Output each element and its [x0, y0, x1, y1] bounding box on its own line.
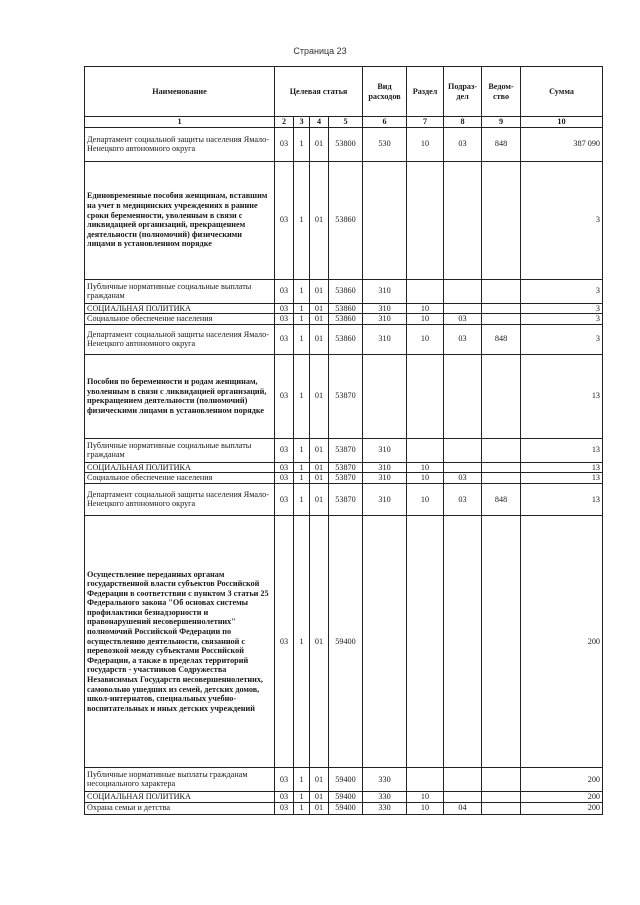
section-cell: 10	[407, 314, 444, 325]
department-cell	[482, 802, 521, 814]
department-cell	[482, 354, 521, 438]
target-article-cell: 59400	[329, 802, 363, 814]
row-name: Социальное обеспечение населения	[85, 473, 275, 484]
expense-type-cell: 310	[363, 473, 407, 484]
row-name: Пособия по беременности и родам женщинам, уволенным в связи с ликвидацией организаций, прекращением деятельности (полномочий) физическими лицами в установленном порядке	[85, 354, 275, 438]
expense-type-cell	[363, 354, 407, 438]
expense-type-cell	[363, 161, 407, 279]
column-index: 10	[521, 117, 603, 128]
department-cell	[482, 314, 521, 325]
section-cell: 10	[407, 791, 444, 802]
department-cell	[482, 303, 521, 314]
row-name: Социальное обеспечение населения	[85, 314, 275, 325]
expense-type-cell: 310	[363, 324, 407, 354]
row-name: Департамент социальной защиты населения Ямало-Ненецкого автономного округа	[85, 127, 275, 161]
code-cell: 01	[310, 515, 329, 767]
code-cell: 03	[275, 127, 294, 161]
column-index: 1	[85, 117, 275, 128]
target-article-cell: 53870	[329, 438, 363, 462]
row-name: Единовременные пособия женщинам, вставшим на учет в медицинских учреждениях в ранние сроки беременности, уволенным в связи с ликвидацией организаций, прекращением деятельности (полномочий) физическими лицами в установленном порядке	[85, 161, 275, 279]
row-name: СОЦИАЛЬНАЯ ПОЛИТИКА	[85, 462, 275, 473]
section-cell	[407, 354, 444, 438]
subsection-cell	[444, 462, 482, 473]
department-cell	[482, 515, 521, 767]
column-index: 5	[329, 117, 363, 128]
table-row	[85, 483, 603, 515]
header-section: Раздел	[407, 67, 444, 117]
expense-type-cell: 310	[363, 462, 407, 473]
code-cell: 01	[310, 791, 329, 802]
code-cell: 1	[294, 279, 310, 303]
code-cell: 01	[310, 802, 329, 814]
code-cell: 01	[310, 303, 329, 314]
section-cell: 10	[407, 127, 444, 161]
header-target-article: Целевая статья	[275, 67, 363, 117]
code-cell: 03	[275, 515, 294, 767]
code-cell: 03	[275, 483, 294, 515]
department-cell	[482, 767, 521, 791]
target-article-cell: 59400	[329, 515, 363, 767]
section-cell: 10	[407, 473, 444, 484]
sum-cell: 200	[521, 767, 603, 791]
sum-cell: 13	[521, 438, 603, 462]
table-row	[85, 303, 603, 314]
target-article-cell: 53870	[329, 462, 363, 473]
row-name: СОЦИАЛЬНАЯ ПОЛИТИКА	[85, 791, 275, 802]
sum-cell: 3	[521, 161, 603, 279]
subsection-cell: 03	[444, 473, 482, 484]
expense-type-cell: 330	[363, 802, 407, 814]
sum-cell: 200	[521, 515, 603, 767]
column-index: 7	[407, 117, 444, 128]
expense-type-cell: 330	[363, 767, 407, 791]
subsection-cell	[444, 279, 482, 303]
code-cell: 01	[310, 473, 329, 484]
code-cell: 1	[294, 515, 310, 767]
expense-type-cell: 310	[363, 438, 407, 462]
code-cell: 03	[275, 314, 294, 325]
page-number: Страница 23	[293, 46, 347, 56]
section-cell	[407, 161, 444, 279]
table-row	[85, 462, 603, 473]
table-row	[85, 473, 603, 484]
code-cell: 03	[275, 354, 294, 438]
sum-cell: 13	[521, 473, 603, 484]
section-cell	[407, 279, 444, 303]
expense-type-cell: 310	[363, 279, 407, 303]
table-row	[85, 767, 603, 791]
sum-cell: 3	[521, 279, 603, 303]
code-cell: 1	[294, 767, 310, 791]
table-row	[85, 127, 603, 161]
header-name: Наименование	[85, 67, 275, 117]
subsection-cell	[444, 438, 482, 462]
code-cell: 1	[294, 462, 310, 473]
target-article-cell: 53860	[329, 314, 363, 325]
sum-cell: 13	[521, 354, 603, 438]
row-name: Осуществление переданных органам государственной власти субъектов Российской Федерации в соответствии с пунктом 3 статьи 25 Федерального закона "Об основах системы профилактики безнадзорности и правонарушений несовершеннолетних" полномочий Российской Федерации по осуществлению деятельности, связанной с перевозкой между субъектами Российской Федерации, а также в пределах территорий государств - участников Содружества Независимых Государств несовершеннолетних, самовольно ушедших из семей, детских домов, школ-интернатов, специальных учебно-воспитательных и иных детских учреждений	[85, 515, 275, 767]
subsection-cell	[444, 303, 482, 314]
code-cell: 03	[275, 462, 294, 473]
row-name: СОЦИАЛЬНАЯ ПОЛИТИКА	[85, 303, 275, 314]
table-row	[85, 314, 603, 325]
sum-cell: 387 090	[521, 127, 603, 161]
column-index: 9	[482, 117, 521, 128]
code-cell: 1	[294, 473, 310, 484]
department-cell	[482, 279, 521, 303]
department-cell	[482, 161, 521, 279]
sum-cell: 200	[521, 802, 603, 814]
target-article-cell: 53860	[329, 303, 363, 314]
target-article-cell: 59400	[329, 791, 363, 802]
row-name: Департамент социальной защиты населения Ямало-Ненецкого автономного округа	[85, 483, 275, 515]
code-cell: 1	[294, 324, 310, 354]
header-row	[85, 67, 603, 117]
expense-type-cell: 310	[363, 314, 407, 325]
column-index: 3	[294, 117, 310, 128]
code-cell: 01	[310, 354, 329, 438]
code-cell: 1	[294, 314, 310, 325]
sum-cell: 3	[521, 324, 603, 354]
target-article-cell: 53870	[329, 354, 363, 438]
header-subsection: Подраз-дел	[444, 67, 482, 117]
code-cell: 1	[294, 161, 310, 279]
budget-table	[84, 66, 603, 815]
row-name: Публичные нормативные выплаты гражданам несоциального характера	[85, 767, 275, 791]
code-cell: 03	[275, 303, 294, 314]
sum-cell: 200	[521, 791, 603, 802]
subsection-cell: 03	[444, 324, 482, 354]
department-cell: 848	[482, 127, 521, 161]
subsection-cell	[444, 791, 482, 802]
expense-type-cell: 530	[363, 127, 407, 161]
code-cell: 1	[294, 791, 310, 802]
code-cell: 01	[310, 324, 329, 354]
code-cell: 01	[310, 161, 329, 279]
department-cell	[482, 462, 521, 473]
section-cell: 10	[407, 802, 444, 814]
code-cell: 03	[275, 279, 294, 303]
code-cell: 03	[275, 438, 294, 462]
subsection-cell	[444, 515, 482, 767]
code-cell: 01	[310, 127, 329, 161]
target-article-cell: 59400	[329, 767, 363, 791]
table-row	[85, 802, 603, 814]
code-cell: 03	[275, 791, 294, 802]
expense-type-cell: 310	[363, 303, 407, 314]
column-index: 6	[363, 117, 407, 128]
expense-type-cell	[363, 515, 407, 767]
table-row	[85, 354, 603, 438]
section-cell	[407, 515, 444, 767]
code-cell: 03	[275, 161, 294, 279]
code-cell: 1	[294, 483, 310, 515]
subsection-cell: 03	[444, 483, 482, 515]
target-article-cell: 53860	[329, 161, 363, 279]
target-article-cell: 53860	[329, 324, 363, 354]
row-name: Публичные нормативные социальные выплаты гражданам	[85, 279, 275, 303]
department-cell	[482, 791, 521, 802]
subsection-cell: 03	[444, 314, 482, 325]
section-cell	[407, 438, 444, 462]
section-cell: 10	[407, 303, 444, 314]
table-row	[85, 324, 603, 354]
code-cell: 1	[294, 438, 310, 462]
code-cell: 01	[310, 462, 329, 473]
table-row	[85, 161, 603, 279]
code-cell: 1	[294, 802, 310, 814]
code-cell: 01	[310, 438, 329, 462]
subsection-cell: 03	[444, 127, 482, 161]
code-cell: 01	[310, 767, 329, 791]
code-cell: 03	[275, 802, 294, 814]
department-cell: 848	[482, 324, 521, 354]
expense-type-cell: 330	[363, 791, 407, 802]
section-cell: 10	[407, 324, 444, 354]
code-cell: 03	[275, 473, 294, 484]
header-sum: Сумма	[521, 67, 603, 117]
row-name: Публичные нормативные социальные выплаты гражданам	[85, 438, 275, 462]
target-article-cell: 53870	[329, 473, 363, 484]
table-row	[85, 515, 603, 767]
table-row	[85, 791, 603, 802]
code-cell: 03	[275, 324, 294, 354]
sum-cell: 13	[521, 462, 603, 473]
row-name: Охрана семьи и детства	[85, 802, 275, 814]
subsection-cell: 04	[444, 802, 482, 814]
subsection-cell	[444, 767, 482, 791]
header-department: Ведом-ство	[482, 67, 521, 117]
column-index: 2	[275, 117, 294, 128]
column-index-row	[85, 117, 603, 128]
expense-type-cell: 310	[363, 483, 407, 515]
section-cell: 10	[407, 483, 444, 515]
code-cell: 1	[294, 354, 310, 438]
code-cell: 01	[310, 279, 329, 303]
code-cell: 1	[294, 127, 310, 161]
target-article-cell: 53800	[329, 127, 363, 161]
code-cell: 1	[294, 303, 310, 314]
sum-cell: 13	[521, 483, 603, 515]
row-name: Департамент социальной защиты населения Ямало-Ненецкого автономного округа	[85, 324, 275, 354]
department-cell	[482, 438, 521, 462]
target-article-cell: 53860	[329, 279, 363, 303]
section-cell	[407, 767, 444, 791]
department-cell: 848	[482, 483, 521, 515]
column-index: 4	[310, 117, 329, 128]
target-article-cell: 53870	[329, 483, 363, 515]
subsection-cell	[444, 354, 482, 438]
sum-cell: 3	[521, 303, 603, 314]
subsection-cell	[444, 161, 482, 279]
code-cell: 03	[275, 767, 294, 791]
table-body	[85, 127, 603, 814]
section-cell: 10	[407, 462, 444, 473]
sum-cell: 3	[521, 314, 603, 325]
column-index: 8	[444, 117, 482, 128]
code-cell: 01	[310, 483, 329, 515]
header-expense-type: Вид расходов	[363, 67, 407, 117]
department-cell	[482, 473, 521, 484]
code-cell: 01	[310, 314, 329, 325]
table-row	[85, 279, 603, 303]
table-row	[85, 438, 603, 462]
